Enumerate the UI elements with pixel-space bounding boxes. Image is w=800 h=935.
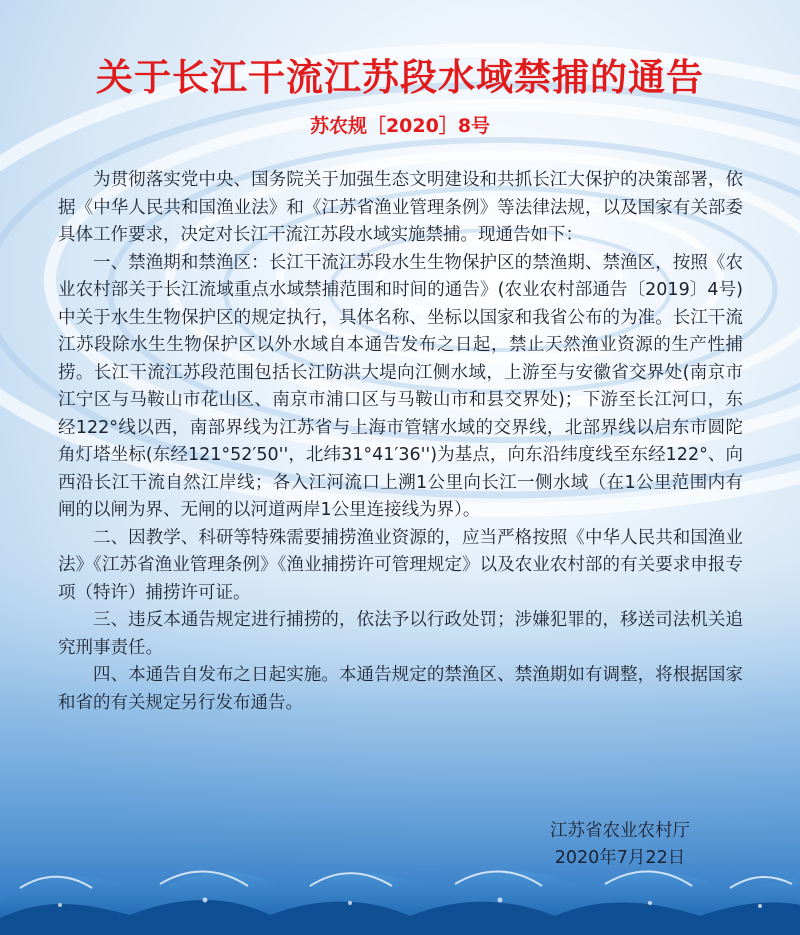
issuer-name: 江苏省农业农村厅 (550, 821, 690, 841)
paragraph-2-special-permits: 二、因教学、科研等特殊需要捕捞渔业资源的，应当严格按照《中华人民共和国渔业法》《江苏省渔业管理条例》《渔业捕捞许可管理规定》以及农业农村部的有关要求申报专项（特许）捕捞许可证。 (58, 527, 743, 603)
paragraph-3-penalties: 三、违反本通告规定进行捕捞的，依法予以行政处罚；涉嫌犯罪的，移送司法机关追究刑事责任。 (58, 610, 743, 658)
paragraph-4-effective-date: 四、本通告自发布之日起实施。本通告规定的禁渔区、禁渔期如有调整，将根据国家和省的有关规定另行发布通告。 (58, 665, 743, 713)
document-number: 苏农规［2020］8号 (309, 115, 491, 137)
paragraph-intro: 为贯彻落实党中央、国务院关于加强生态文明建设和共抓长江大保护的决策部署，依据《中华人民共和国渔业法》和《江苏省渔业管理条例》等法律法规，以及国家有关部委具体工作要求，决定对长江干流江苏段水域实施禁捕。现通告如下： (58, 170, 743, 245)
notice-body (58, 167, 743, 717)
paragraph-1-closed-area: 一、禁渔期和禁渔区：长江干流江苏段水生生物保护区的禁渔期、禁渔区，按照《农业农村部关于长江流域重点水域禁捕范围和时间的通告》(农业农村部通告〔2019〕4号)中关于水生生物保护区的规定执行，具体名称、坐标以国家和我省公布的为准。长江干流江苏段除水生生物保护区以外水域自本通告发布之日起，禁止天然渔业资源的生产性捕捞。长江干流江苏段范围包括长江防洪大堤向江侧水域，上游至与安徽省交界处(南京市江宁区与马鞍山市花山区、南京市浦口区与马鞍山市和县交界处)；下游至长江河口，东经122°线以西，南部界线为江苏省与上海市管辖水域的交界线，北部界线以启东市圆陀角灯塔坐标(东经121°52′50''，北纬31°41′36'')为基点，向东沿纬度线至东经122°、向西沿长江干流自然江岸线；各入江河流口上溯1公里向长江一侧水域（在1公里范围内有闸的以闸为界、无闸的以河道两岸1公里连接线为界）。 (58, 252, 743, 520)
signature-block (550, 818, 690, 872)
notice-title: 关于长江干流江苏段水域禁捕的通告 (96, 56, 704, 99)
issue-date: 2020年7月22日 (554, 848, 686, 868)
